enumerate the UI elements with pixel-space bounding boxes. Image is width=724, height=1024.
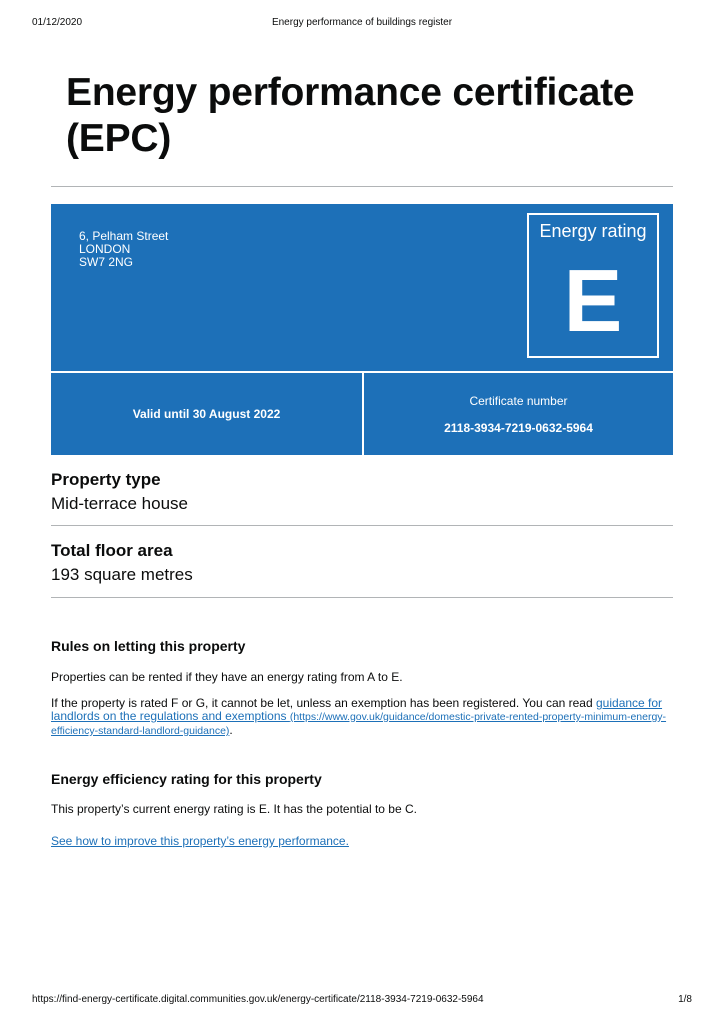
- section-divider: [51, 597, 673, 598]
- exemption-text-suffix: .: [229, 723, 233, 737]
- certificate-number-label: Certificate number: [469, 394, 568, 408]
- address-line-1: 6, Pelham Street: [79, 229, 169, 243]
- letting-exemption-text: [51, 697, 676, 738]
- efficiency-rating-text: This property’s current energy rating is E. It has the potential to be C.: [51, 802, 417, 816]
- certificate-number: 2118-3934-7219-0632-5964: [444, 421, 593, 435]
- property-address: [79, 230, 168, 269]
- energy-rating-label: Energy rating: [539, 221, 647, 241]
- floor-area-heading: Total floor area: [51, 541, 173, 560]
- page-number: 1/8: [678, 994, 692, 1005]
- efficiency-rating-heading: Energy efficiency rating for this property: [51, 771, 322, 787]
- improve-performance-link[interactable]: See how to improve this property’s energy performance.: [51, 834, 349, 848]
- letting-rules-heading: Rules on letting this property: [51, 638, 246, 654]
- improve-link-row: [51, 835, 676, 848]
- property-type-heading: Property type: [51, 470, 161, 489]
- title-divider: [51, 186, 673, 187]
- validity-panel: [51, 373, 362, 455]
- certificate-panel: [364, 373, 673, 455]
- guidance-link-url: (https://www.gov.uk/guidance/domestic-private-rented-property-minimum-energy-efficiency-standard-landlord-guidance): [51, 711, 667, 737]
- address-line-2: LONDON: [79, 242, 131, 256]
- guidance-link-text: guidance for landlords on the regulations and exemptions: [51, 696, 663, 723]
- exemption-text-prefix: If the property is rated F or G, it cannot be let, unless an exemption has been registered. You can read: [51, 696, 596, 710]
- energy-rating-letter: E: [563, 251, 623, 350]
- print-date: 01/12/2020: [32, 17, 83, 28]
- letting-rules-text: Properties can be rented if they have an energy rating from A to E.: [51, 670, 403, 684]
- print-header-title: Energy performance of buildings register: [271, 17, 453, 28]
- property-type-value: Mid-terrace house: [51, 494, 189, 513]
- floor-area-value: 193 square metres: [51, 565, 193, 584]
- page-title: Energy performance certificate (EPC): [66, 71, 635, 160]
- section-divider: [51, 525, 673, 526]
- energy-rating-box: [527, 213, 659, 358]
- print-footer-url: https://find-energy-certificate.digital.communities.gov.uk/energy-certificate/2118-3934-7219-0632-5964: [32, 994, 484, 1005]
- valid-until-text: Valid until 30 August 2022: [132, 407, 281, 421]
- address-line-3: SW7 2NG: [79, 255, 134, 269]
- epc-summary-panel: [51, 204, 673, 371]
